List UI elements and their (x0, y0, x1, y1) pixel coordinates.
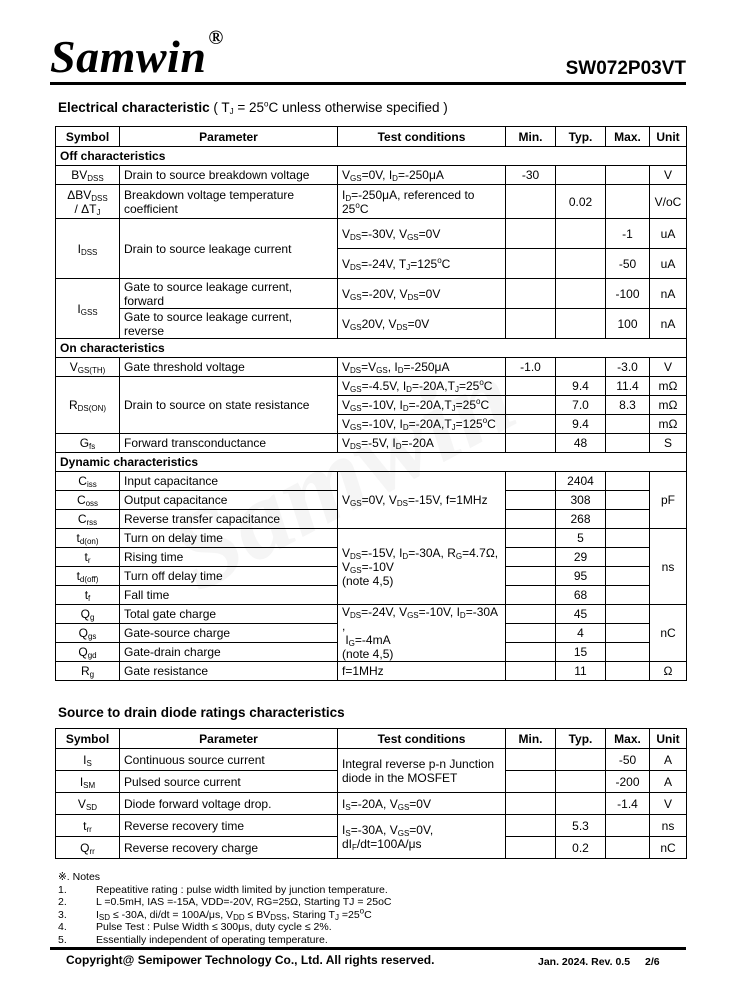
table-header-row: Symbol Parameter Test conditions Min. Typ. Max. Unit (56, 127, 687, 147)
section-row-on: On characteristics (56, 339, 687, 358)
footer-divider (50, 947, 686, 950)
table-row: $R_g$ Gate resistance f=1MHz 11 Ω (56, 662, 687, 681)
note-item: 5. Essentially independent of operating temperature. (58, 933, 328, 946)
brand-logo: Samwin ® (50, 27, 224, 82)
table-row: Gate to source leakage current, reverse $V_{GS}20V$, $V_{DS}=0V$ 100 nA (56, 309, 687, 339)
revision: Jan. 2024. Rev. 0.5 (538, 956, 631, 968)
table-row: $V_{GS}=-10V$, $I_D=-20A,T_J=125^oC$ 9.4 mΩ (56, 415, 687, 434)
copyright: Copyright@ Semipower Technology Co., Ltd. All rights reserved. (66, 953, 435, 967)
table-row: $Q_{rr}$ Reverse recovery charge 0.2 nC (56, 837, 687, 859)
table-row: $t_{d(on)}$ Turn on delay time $V_{DS}=-15V$, $I_D=-30A$, $R_G=4.7\Omega$, $V_{GS}=-10V$ (note 4,5) 5 ns (56, 529, 687, 548)
table-row: $G_{fs}$ Forward transconductance $V_{DS}=-5V$, $I_D=-20A$ 48 S (56, 434, 687, 453)
diode-ratings-table (55, 728, 687, 859)
table-row: $t_{d(off)}$ Turn off delay time 95 (56, 567, 687, 586)
note-item: 3. $I_{SD} \le -30A$, di/dt = 100A/μs, $V_{DD} \le BV_{DSS}$, Staring $T_J =25^oC$ (58, 906, 372, 922)
table-row: $V_{SD}$ Diode forward voltage drop. $I_S=-20A$, $V_{GS}=0V$ -1.4 V (56, 793, 687, 815)
electrical-characteristic-title: Electrical characteristic ( $T_J = 25^oC$ unless otherwise specified ) (58, 99, 448, 116)
table-header-row: Symbol Parameter Test conditions Min. Typ. Max. Unit (56, 729, 687, 749)
table-row: $I_{SM}$ Pulsed source current -200 A (56, 771, 687, 793)
table-row: $t_f$ Fall time 68 (56, 586, 687, 605)
table-row: $V_{GS(TH)}$ Gate threshold voltage $V_{DS}=V_{GS}$, $I_D=-250\mu A$ -1.0 -3.0 V (56, 358, 687, 377)
table-row: $C_{oss}$ Output capacitance 308 (56, 491, 687, 510)
table-row: $Q_{gs}$ Gate-source charge 4 (56, 624, 687, 643)
part-number: SW072P03VT (565, 58, 686, 79)
diode-ratings-title: Source to drain diode ratings characteristics (58, 705, 345, 720)
table-row: $V_{DS}=-24V$, $T_J=125^oC$ -50 uA (56, 249, 687, 279)
table-row: $I_{GSS}$ Gate to source leakage current, forward $V_{GS}=-20V$, $V_{DS}=0V$ -100 nA (56, 279, 687, 309)
table-row: $C_{iss}$ Input capacitance $V_{GS}=0V$, $V_{DS}=-15V$, f=1MHz 2404 pF (56, 472, 687, 491)
table-row: $C_{rss}$ Reverse transfer capacitance 268 (56, 510, 687, 529)
note-item: 4. Pulse Test : Pulse Width ≤ 300μs, duty cycle ≤ 2%. (58, 921, 332, 933)
symbol-dbv: $\Delta BV_{DSS}$ / $\Delta T_J$ (56, 185, 120, 219)
table-row: $I_S$ Continuous source current Integral reverse p-n Junction diode in the MOSFET -50 A (56, 749, 687, 771)
note-item: 1. Repeatitive rating : pulse width limited by junction temperature. (58, 883, 388, 896)
section-row-dynamic: Dynamic characteristics (56, 453, 687, 472)
electrical-characteristic-table (55, 126, 687, 681)
page-number: 2/6 (645, 956, 660, 968)
header-divider (50, 82, 686, 85)
section-row-off: Off characteristics (56, 147, 687, 166)
table-row: $V_{GS}=-10V$, $I_D=-20A,T_J=25^oC$ 7.0 8.3 mΩ (56, 396, 687, 415)
table-row: $Q_g$ Total gate charge $V_{DS}=-24V$, $V_{GS}=-10V$, $I_D=-30A$ , $I_G=-4mA$ (note 4,5) 45 nC (56, 605, 687, 624)
notes: ※. Notes 1. Repeatitive rating : pulse width limited by junction temperature. 2. L =0.5mH, IAS =-15A, VDD=-20V, RG=25Ω, Starting TJ = 25oC 3. $I_{SD} \le -30A$, di/dt = 100A/μs, $V_{DD} \le BV_{DSS}$, Staring $T_J =25^oC$ 4. Pulse Test : Pulse Width ≤ 300μs, duty cycle ≤ 2%. 5. Essentially independent of operating temperature. (58, 871, 392, 946)
table-row: $R_{DS(ON)}$ Drain to source on state resistance $V_{GS}=-4.5V$, $I_D=-20A,T_J=25^oC$ 9.4 11.4 mΩ (56, 377, 687, 396)
table-row: $BV_{DSS}$ Drain to source breakdown voltage $V_{GS}=0V$, $I_D=-250\mu A$ -30 V (56, 166, 687, 185)
symbol-bvdss: $BV_{DSS}$ (56, 166, 120, 185)
table-row: $Q_{gd}$ Gate-drain charge 15 (56, 643, 687, 662)
table-row: $I_{DSS}$ Drain to source leakage current $V_{DS}=-30V$, $V_{GS}=0V$ -1 uA (56, 219, 687, 249)
table-row: $\Delta BV_{DSS}$ / $\Delta T_J$ Breakdown voltage temperature coefficient $I_D=-250\mu A$, referenced to 25$^o$C 0.02 V/oC (56, 185, 687, 219)
table-row: $t_{rr}$ Reverse recovery time $I_S=-30A$, $V_{GS}=0V$, $dI_F/dt=100A/\mu s$ 5.3 ns (56, 815, 687, 837)
table-row: $t_r$ Rising time 29 (56, 548, 687, 567)
note-item: 2. L =0.5mH, IAS =-15A, VDD=-20V, RG=25Ω, Starting TJ = 25oC (58, 896, 392, 908)
